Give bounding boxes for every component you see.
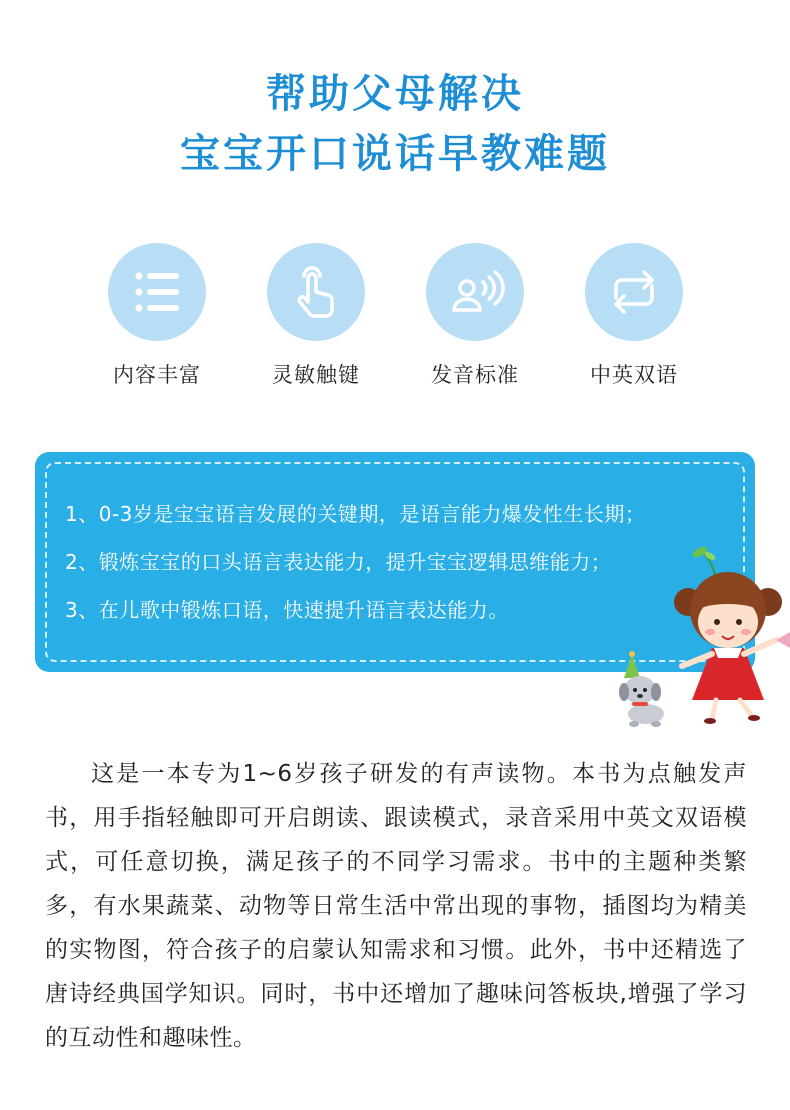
touch-icon: [267, 243, 365, 341]
speaker-person-icon: [426, 243, 524, 341]
key-points-panel: [35, 452, 755, 672]
girl-illustration: [668, 540, 790, 725]
feature-standard-pronunciation: [400, 243, 550, 389]
puppy-illustration: [610, 648, 680, 728]
headline-line-2: 宝宝开口说话早教难题: [180, 131, 610, 177]
key-points-list: [65, 490, 725, 634]
feature-label: 中英双语: [590, 363, 678, 387]
key-point: 1、0-3岁是宝宝语言发展的关键期，是语言能力爆发性生长期；: [65, 502, 646, 526]
key-point: 3、在儿歌中锻炼口语，快速提升语言表达能力。: [65, 598, 509, 622]
feature-label: 灵敏触键: [272, 363, 360, 387]
key-point: 2、锻炼宝宝的口头语言表达能力，提升宝宝逻辑思维能力；: [65, 550, 612, 574]
feature-rich-content: [82, 243, 232, 389]
feature-row: [0, 243, 790, 393]
product-description: 这是一本专为1~6岁孩子研发的有声读物。本书为点触发声书，用手指轻触即可开启朗读、跟读模式，录音采用中英文双语模式，可任意切换，满足孩子的不同学习需求。书中的主题种类繁多，有水果蔬菜、动物等日常生活中常出现的事物，插图均为精美的实物图，符合孩子的启蒙认知需求和习惯。此外，书中还精选了唐诗经典国学知识。同时，书中还增加了趣味问答板块,增强了学习的互动性和趣味性。: [45, 761, 747, 1051]
feature-sensitive-touch: [241, 243, 391, 389]
feature-label: 发音标准: [431, 363, 519, 387]
feature-label: 内容丰富: [113, 363, 201, 387]
headline-line-1: 帮助父母解决: [266, 71, 524, 117]
switch-arrows-icon: [585, 243, 683, 341]
list-icon: [108, 243, 206, 341]
feature-bilingual: [559, 243, 709, 389]
headline: [0, 68, 790, 180]
